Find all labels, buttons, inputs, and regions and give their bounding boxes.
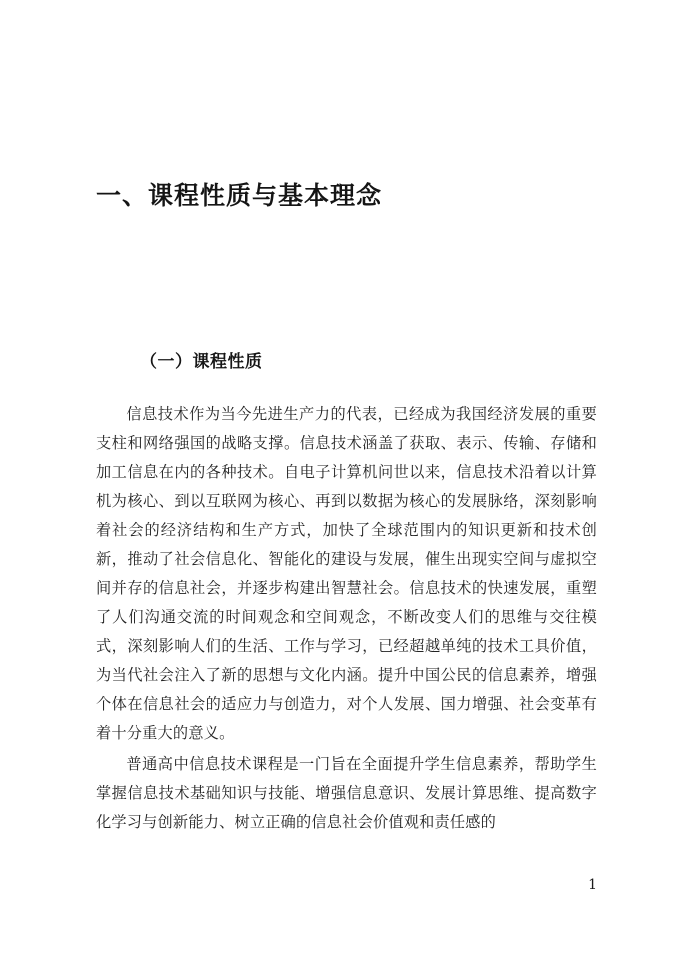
chapter-title: 一、课程性质与基本理念 [96, 181, 383, 210]
paragraph: 普通高中信息技术课程是一门旨在全面提升学生信息素养，帮助学生掌握信息技术基础知识与技能、增强信息意识、发展计算思维、提高数字化学习与创新能力、树立正确的信息社会价值观和责任感的 [96, 755, 597, 832]
body-text [96, 374, 597, 837]
section-title: （一）课程性质 [140, 351, 263, 372]
page-number: 1 [588, 877, 597, 893]
paragraph: 信息技术作为当今先进生产力的代表，已经成为我国经济发展的重要支柱和网络强国的战略支撑。信息技术涵盖了获取、表示、传输、存储和加工信息在内的各种技术。自电子计算机问世以来，信息技术沿着以计算机为核心、到以互联网为核心、再到以数据为核心的发展脉络，深刻影响着社会的经济结构和生产方式，加快了全球范围内的知识更新和技术创新，推动了社会信息化、智能化的建设与发展，催生出现实空间与虚拟空间并存的信息社会，并逐步构建出智慧社会。信息技术的快速发展，重塑了人们沟通交流的时间观念和空间观念，不断改变人们的思维与交往模式，深刻影响人们的生活、工作与学习，已经超越单纯的技术工具价值，为当代社会注入了新的思想与文化内涵。提升中国公民的信息素养，增强个体在信息社会的适应力与创造力，对个人发展、国力增强、社会变革有着十分重大的意义。 [96, 405, 597, 743]
